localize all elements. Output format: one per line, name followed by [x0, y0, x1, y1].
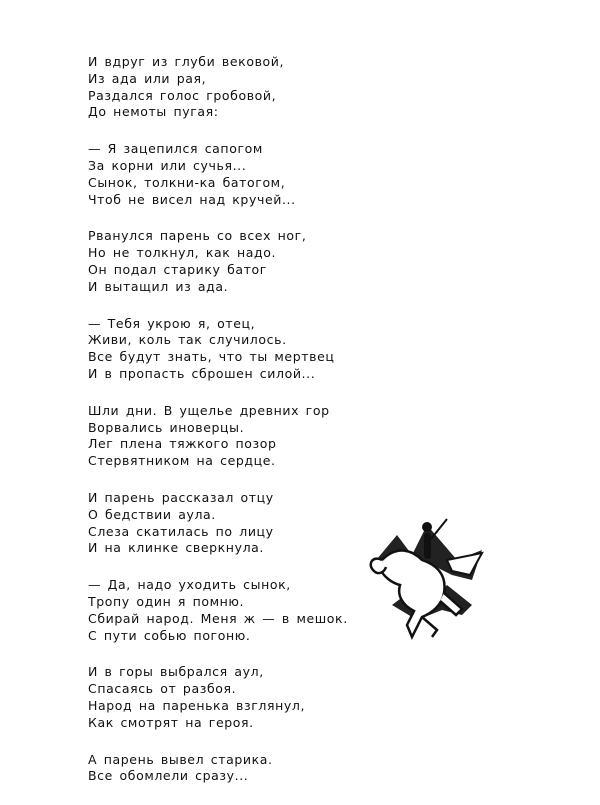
poem-line: За корни или сучья... [88, 157, 247, 173]
poem-line: Из ада или рая, [88, 70, 207, 86]
poem-line: И вдруг из глуби вековой, [88, 54, 285, 69]
poem-line: А парень вывел старика. [88, 751, 273, 767]
stanza [88, 664, 348, 731]
poem-line: И парень рассказал отцу [88, 489, 274, 505]
poem-line: Спасаясь от разбоя. [88, 681, 237, 697]
stanza [88, 752, 348, 786]
stanza [88, 403, 348, 470]
poem-line: Народ на паренька взглянул, [88, 697, 306, 713]
poem-line: Как смотрят на героя. [88, 714, 254, 730]
poem-line: Но не толкнул, как надо. [88, 245, 277, 261]
poem-line: — Я зацепился сапогом [88, 141, 263, 157]
poem-line: Все будут знать, что ты мертвец [88, 349, 335, 365]
poem-line: Живи, коль так случилось. [88, 332, 287, 348]
poem-line: И в пропасть сброшен силой... [88, 365, 316, 381]
poem-line: До немоты пугая: [88, 104, 219, 120]
poem-line: Сбирай народ. Меня ж — в мешок. [88, 610, 348, 626]
poem-line: Стервятником на сердце. [88, 453, 276, 469]
poem-line: — Да, надо уходить сынок, [88, 577, 291, 593]
poem-line: Слеза скатилась по лицу [88, 523, 274, 539]
poem-line: — Тебя укрою я, отец, [88, 315, 256, 331]
poem-line: И на клинке сверкнула. [88, 540, 264, 556]
poem-line: О бедствии аула. [88, 506, 216, 522]
stanza [88, 490, 348, 557]
stanza [88, 54, 348, 121]
stanza [88, 577, 348, 644]
poem-line: Лег плена тяжкого позор [88, 436, 277, 452]
stanza [88, 141, 348, 208]
horse-rider-illustration [352, 505, 487, 645]
poem-line: И вытащил из ада. [88, 278, 229, 294]
poem-line: Все обомлели сразу... [88, 768, 249, 784]
poem-line: Шли дни. В ущелье древних гор [88, 402, 330, 418]
poem-line: Раздался голос гробовой, [88, 87, 277, 103]
stanza [88, 316, 348, 383]
poem-line: С пути собью погоню. [88, 627, 251, 643]
poem-text [88, 54, 348, 805]
poem-line: Рванулся парень со всех ног, [88, 228, 307, 244]
poem-line: И в горы выбрался аул, [88, 664, 264, 680]
poem-line: Сынок, толкни-ка батогом, [88, 174, 286, 190]
poem-line: Тропу один я помню. [88, 593, 245, 609]
stanza [88, 228, 348, 295]
poem-line: Он подал старику батог [88, 261, 267, 277]
poem-line: Ворвались иноверцы. [88, 419, 245, 435]
poem-line: Чтоб не висел над кручей... [88, 191, 296, 207]
